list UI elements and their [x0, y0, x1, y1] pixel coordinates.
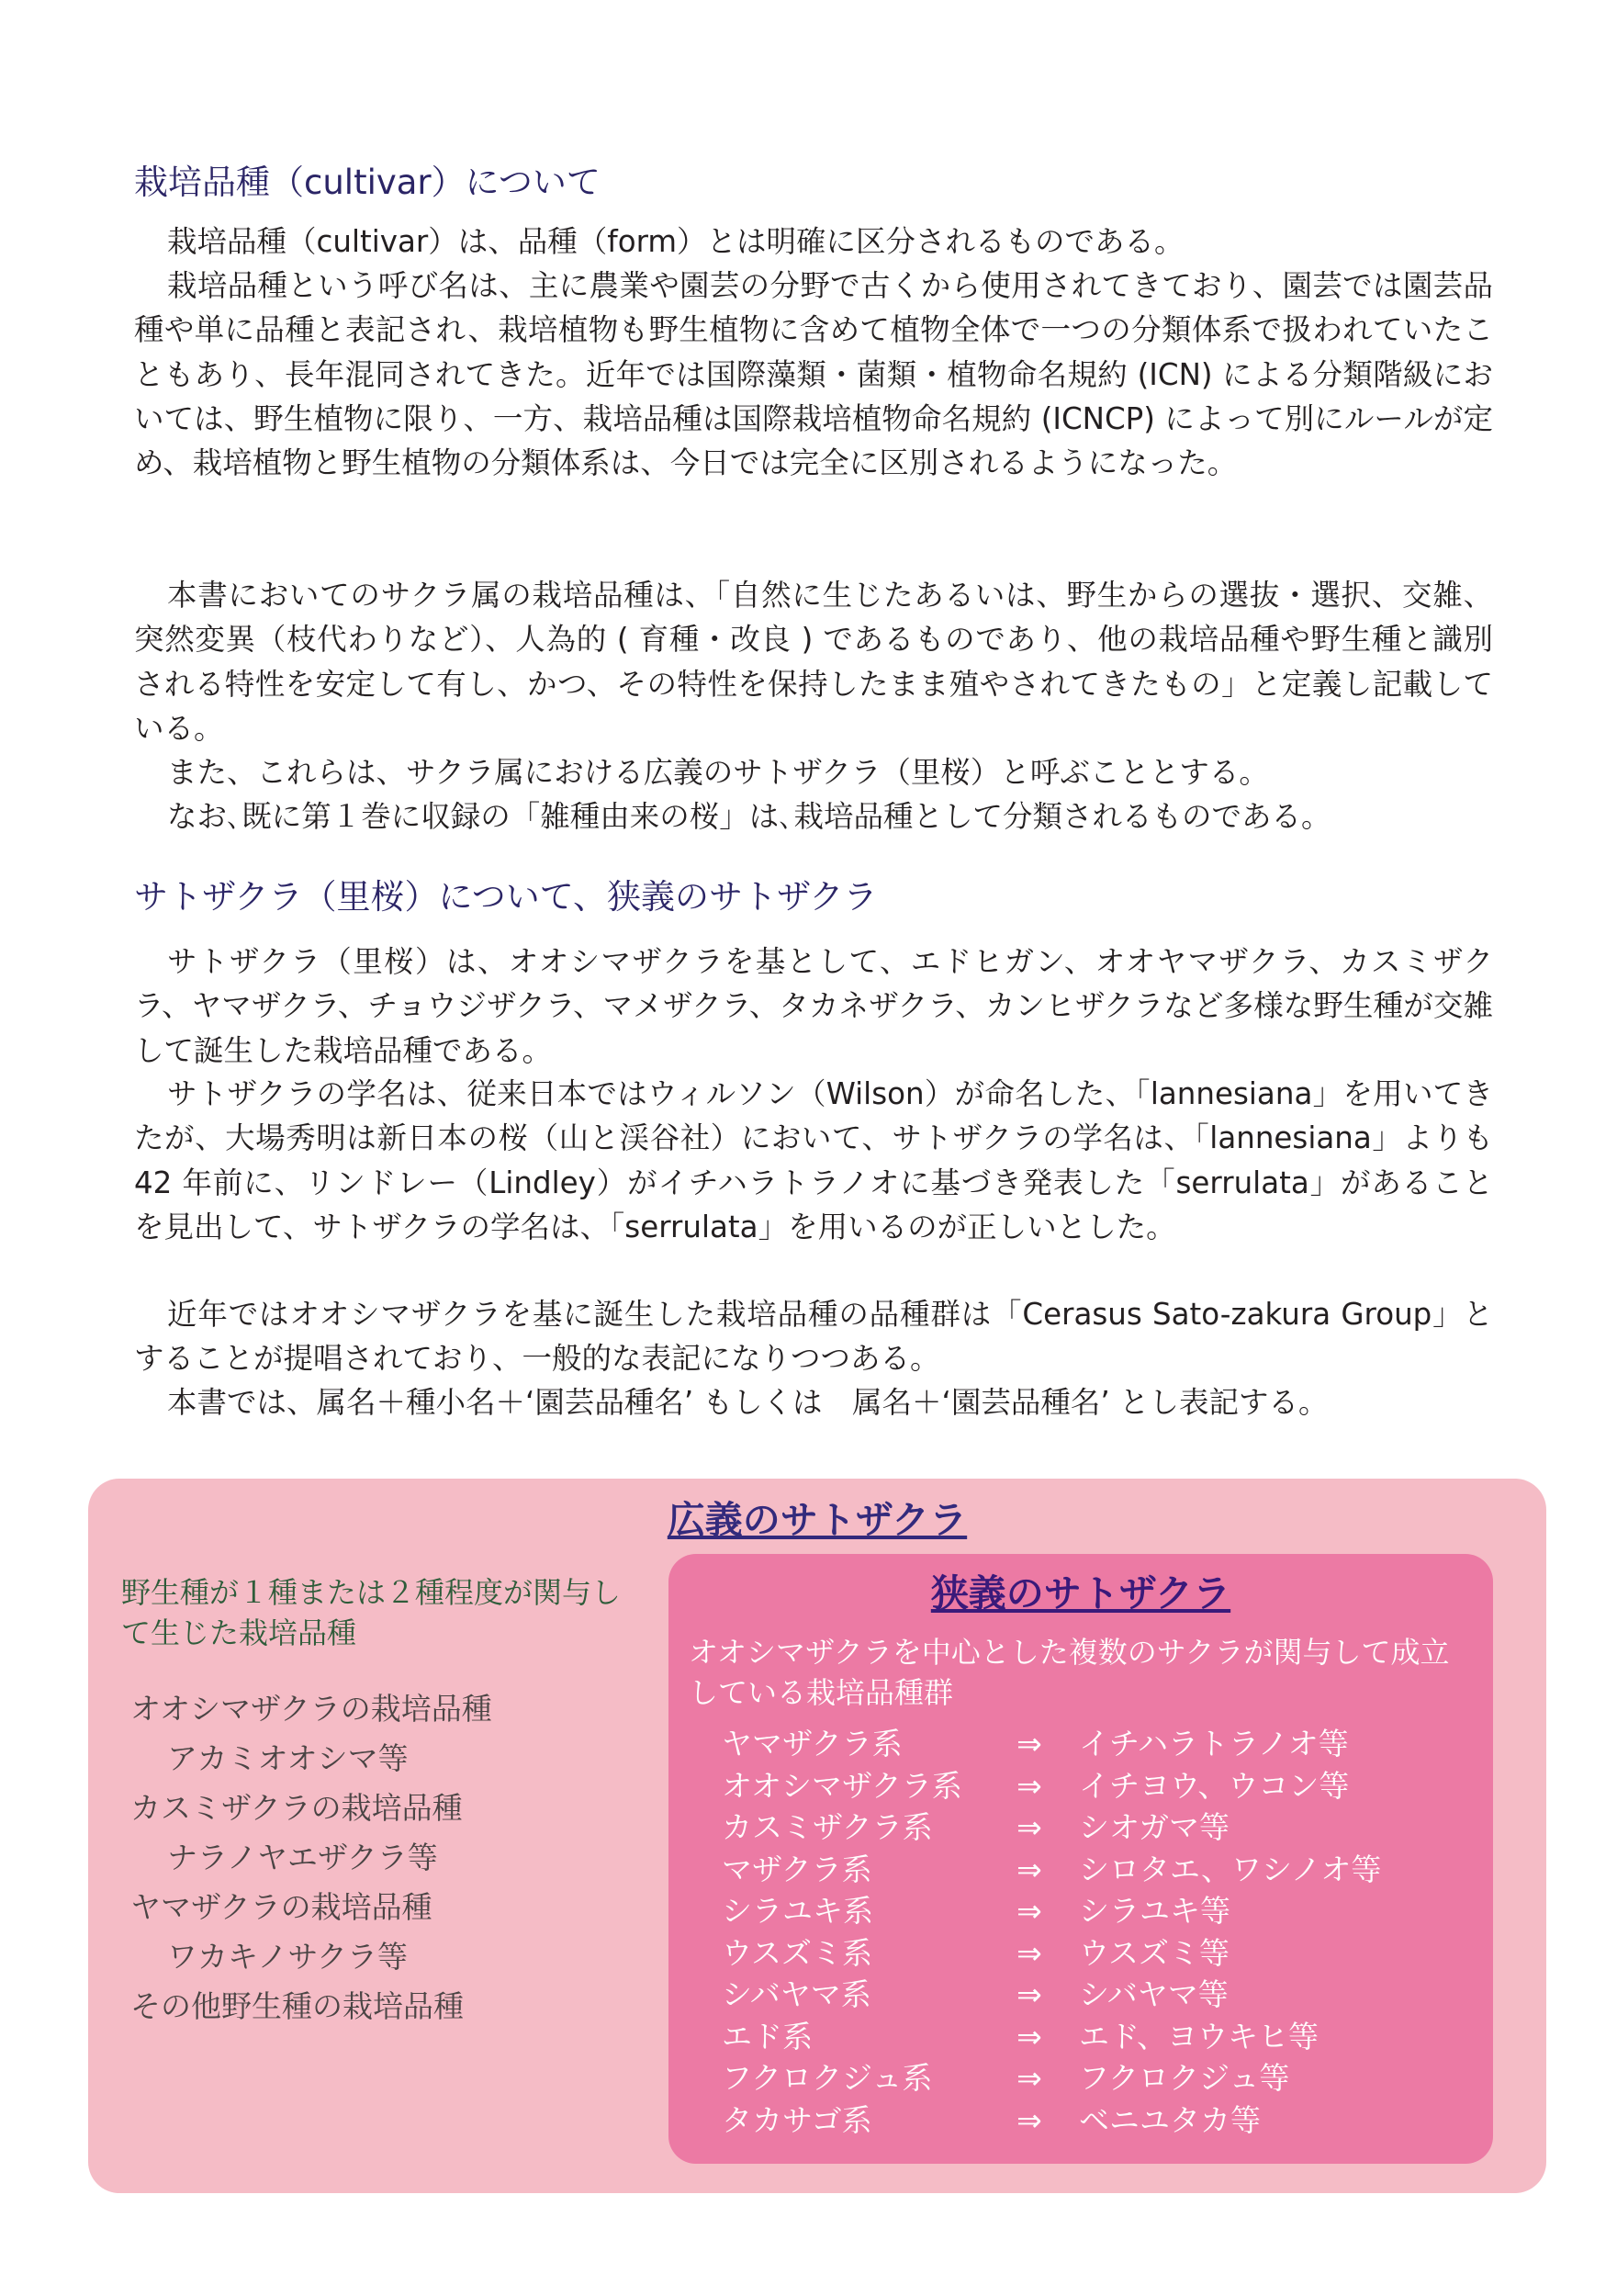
lineage-row	[722, 1932, 1381, 1975]
lineage-examples: シオガマ等	[1079, 1809, 1230, 1845]
arrow-icon: ⇒	[1016, 1976, 1042, 2012]
arrow-icon: ⇒	[1016, 1851, 1042, 1887]
lineage-examples: ベニユタカ等	[1079, 2101, 1261, 2138]
lineage-examples: イチハラトラノオ等	[1079, 1726, 1349, 1761]
lineage-examples: エド、ヨウキヒ等	[1079, 2018, 1319, 2054]
arrow-icon: ⇒	[1016, 1934, 1042, 1971]
lineage-name: シバヤマ系	[722, 1976, 871, 2012]
broad-satozakura-box	[88, 1479, 1546, 2193]
list-item: その他野生種の栽培品種	[130, 1988, 464, 2024]
lineage-row	[722, 1806, 1381, 1849]
lineage-row	[722, 2016, 1381, 2058]
list-item: ワカキノサクラ等	[167, 1939, 409, 1975]
list-item: カスミザクラの栽培品種	[130, 1790, 463, 1826]
paragraph: また、これらは、サクラ属における広義のサトザクラ（里桜）と呼ぶこととする。	[167, 755, 1269, 790]
list-item: ナラノヤエザクラ等	[167, 1840, 438, 1875]
arrow-icon: ⇒	[1016, 1767, 1042, 1804]
lineage-row	[722, 1974, 1381, 2016]
paragraph: 栽培品種（cultivar）は、品種（form）とは明確に区分されるものである。	[167, 224, 1185, 259]
lineage-name: シラユキ系	[722, 1893, 873, 1929]
lineage-row	[722, 1765, 1381, 1807]
list-item: アカミオオシマ等	[167, 1740, 409, 1776]
broad-box-title: 広義のサトザクラ	[667, 1498, 968, 1542]
narrow-box-title: 狭義のサトザクラ	[930, 1571, 1231, 1615]
lineage-name: マザクラ系	[722, 1851, 872, 1887]
lineage-name: オオシマザクラ系	[722, 1767, 962, 1804]
lineage-examples: ウスズミ等	[1079, 1934, 1230, 1971]
lineage-name: ヤマザクラ系	[722, 1726, 903, 1761]
lineage-row	[722, 1723, 1381, 1765]
paragraph: 本書においてのサクラ属の栽培品種は、「自然に生じたあるいは、野生からの選抜・選択、交雑、突然変異（枝代わりなど）、人為的 ( 育種・改良 ) であるものであり、他の栽培品種や野生種と識別される特性を安定して有し、かつ、その特性を保持したまま殖やされてきたもの」と定義し記載している。	[134, 578, 1493, 746]
arrow-icon: ⇒	[1016, 1809, 1042, 1845]
lineage-examples: イチヨウ、ウコン等	[1079, 1767, 1350, 1804]
section-heading-cultivar: 栽培品種（cultivar）について	[134, 163, 601, 202]
lineage-row	[722, 2099, 1381, 2142]
list-item: オオシマザクラの栽培品種	[130, 1691, 492, 1727]
lineage-name: ウスズミ系	[722, 1934, 873, 1971]
narrow-satozakura-box	[668, 1554, 1493, 2164]
paragraph: サトザクラ（里桜）は、オオシマザクラを基として、エドヒガン、オオヤマザクラ、カスミザクラ、ヤマザクラ、チョウジザクラ、マメザクラ、タカネザクラ、カンヒザクラなど多様な野生種が交雑して誕生した栽培品種である。	[134, 944, 1493, 1068]
list-item: ヤマザクラの栽培品種	[130, 1889, 432, 1925]
paragraph: サトザクラの学名は、従来日本ではウィルソン（Wilson）が命名した、「lannesiana」を用いてきたが、大場秀明は新日本の桜（山と渓谷社）において、サトザクラの学名は、「lannesiana」よりも 42 年前に、リンドレー（Lindley）がイチハラトラノオに基づき発表した「serrulata」があることを見出して、サトザクラの学名は、「serrulata」を用いるのが正しいとした。	[134, 1076, 1493, 1244]
lineage-name: エド系	[722, 2018, 813, 2054]
arrow-icon: ⇒	[1016, 2101, 1042, 2138]
paragraph: 栽培品種という呼び名は、主に農業や園芸の分野で古くから使用されてきており、園芸では園芸品種や単に品種と表記され、栽培植物も野生植物に含めて植物全体で一つの分類体系で扱われていたこともあり、長年混同されてきた。近年では国際藻類・菌類・植物命名規約 (ICN) による分類階級においては、野生植物に限り、一方、栽培品種は国際栽培植物命名規約 (ICNCP) によって別にルールが定め、栽培植物と野生植物の分類体系は、今日では完全に区別されるようになった。	[134, 268, 1493, 481]
lineage-row	[722, 1890, 1381, 1932]
lineage-examples: シロタエ、ワシノオ等	[1079, 1851, 1382, 1887]
lineage-examples: フクロクジュ等	[1079, 2060, 1290, 2096]
lineage-row	[722, 2057, 1381, 2099]
broad-box-description: 野生種が１種または２種程度が関与して生じた栽培品種	[121, 1575, 622, 1650]
lineage-list	[722, 1723, 1381, 2141]
paragraph: なお､既に第１巻に収録の「雑種由来の桜」は､栽培品種として分類されるものである。	[167, 799, 1331, 834]
lineage-name: タカサゴ系	[722, 2101, 872, 2138]
narrow-box-description: オオシマザクラを中心とした複数のサクラが関与して成立している栽培品種群	[689, 1635, 1450, 1710]
lineage-examples: シバヤマ等	[1079, 1976, 1229, 2012]
paragraph: 本書では、属名＋種小名＋‘園芸品種名’ もしくは 属名＋‘園芸品種名’ とし表記する。	[167, 1385, 1329, 1420]
arrow-icon: ⇒	[1016, 1726, 1042, 1761]
broad-cultivar-list	[130, 1684, 492, 2032]
lineage-examples: シラユキ等	[1079, 1893, 1230, 1929]
arrow-icon: ⇒	[1016, 2018, 1042, 2054]
lineage-row	[722, 1849, 1381, 1891]
arrow-icon: ⇒	[1016, 2060, 1042, 2096]
lineage-name: カスミザクラ系	[722, 1809, 933, 1845]
arrow-icon: ⇒	[1016, 1893, 1042, 1929]
section-heading-satozakura: サトザクラ（里桜）について、狭義のサトザクラ	[134, 877, 878, 917]
paragraph: 近年ではオオシマザクラを基に誕生した栽培品種の品種群は「Cerasus Sato-zakura Group」とすることが提唱されており、一般的な表記になりつつある。	[134, 1297, 1493, 1377]
lineage-name: フクロクジュ系	[722, 2060, 933, 2096]
